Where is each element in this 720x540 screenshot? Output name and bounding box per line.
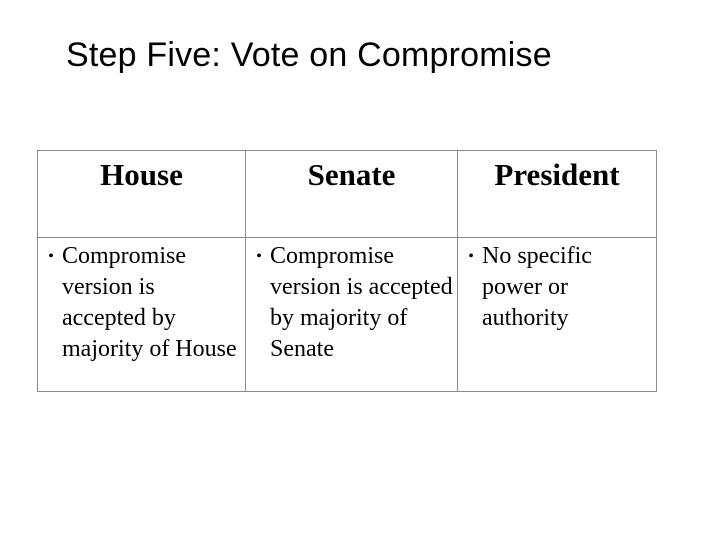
cell-senate bbox=[246, 238, 458, 392]
bullet-icon: • bbox=[468, 248, 474, 265]
header-house: House bbox=[38, 151, 246, 238]
header-senate: Senate bbox=[246, 151, 458, 238]
table-header-row bbox=[38, 151, 657, 238]
bullet-icon: • bbox=[48, 248, 54, 265]
list-item bbox=[38, 241, 245, 365]
president-cell-text: No specific power or authority bbox=[482, 243, 592, 331]
comparison-table-wrapper bbox=[37, 150, 656, 392]
comparison-table bbox=[37, 150, 657, 392]
list-item bbox=[246, 241, 457, 365]
senate-cell-text: Compromise version is accepted by majority of Senate bbox=[270, 243, 453, 362]
house-cell-text: Compromise version is accepted by majority of House bbox=[62, 243, 237, 362]
slide-title: Step Five: Vote on Compromise bbox=[66, 36, 552, 74]
list-item bbox=[458, 241, 656, 334]
cell-house bbox=[38, 238, 246, 392]
header-president: President bbox=[458, 151, 657, 238]
bullet-icon: • bbox=[256, 248, 262, 265]
table-row bbox=[38, 238, 657, 392]
cell-president bbox=[458, 238, 657, 392]
